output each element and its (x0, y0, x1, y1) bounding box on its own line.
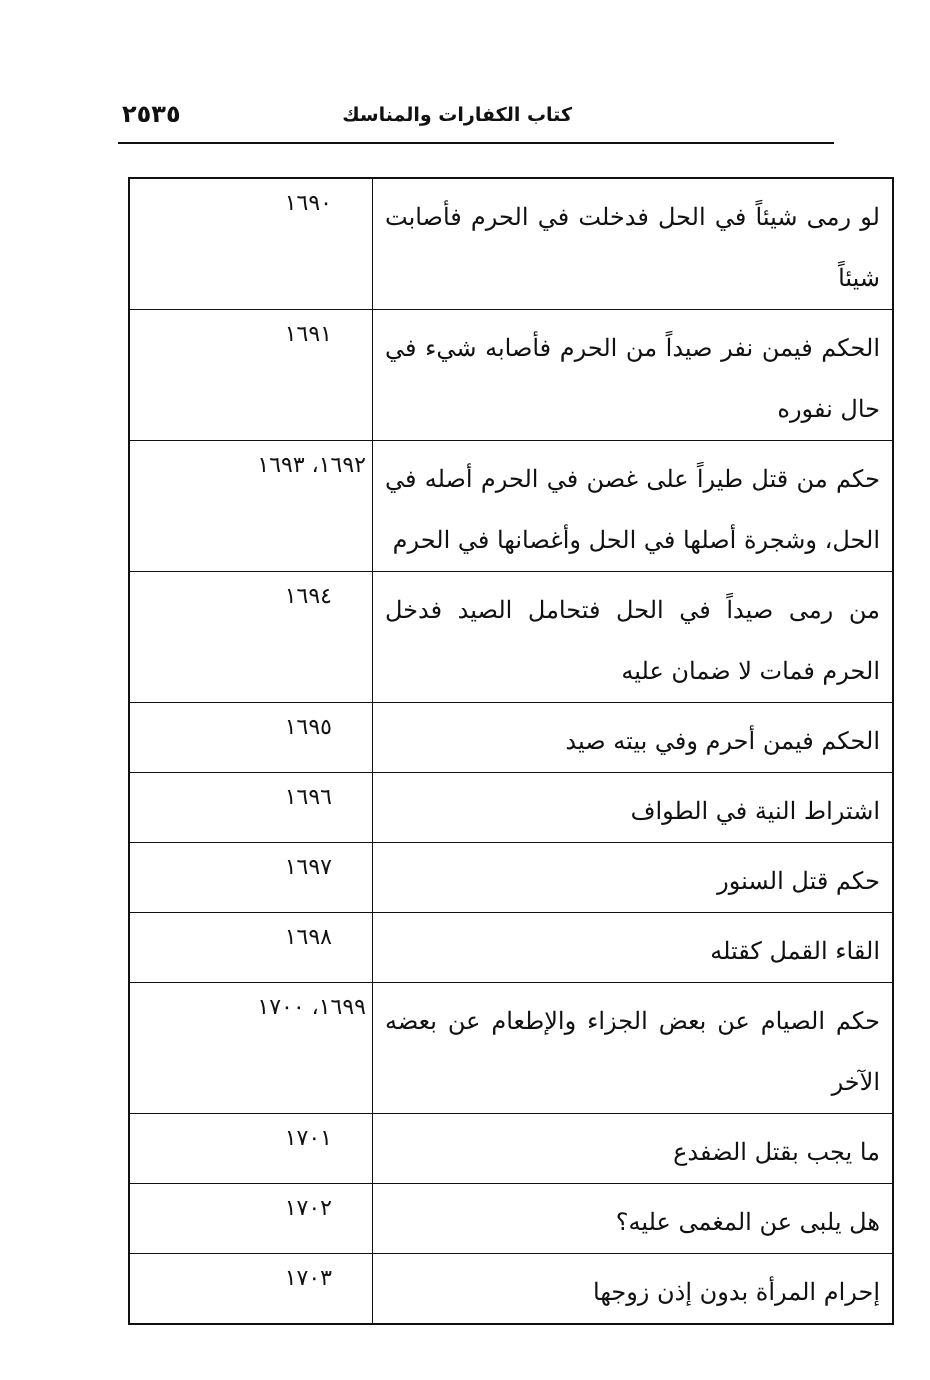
topic-cell: لو رمى شيئاً في الحل فدخلت في الحرم فأصابت شيئاً (373, 178, 894, 310)
table-row (129, 703, 893, 773)
hadith-number-cell: ١٦٩٦ (129, 773, 373, 843)
hadith-number-cell: ١٦٩٠ (129, 178, 373, 310)
table-row (129, 441, 893, 572)
topic-cell: إحرام المرأة بدون إذن زوجها (373, 1254, 894, 1325)
topic-cell: هل يلبى عن المغمى عليه؟ (373, 1184, 894, 1254)
page-number: ٢٥٣٥ (122, 100, 181, 128)
table-row (129, 1184, 893, 1254)
hadith-number-cell: ١٦٩٥ (129, 703, 373, 773)
table-row (129, 178, 893, 310)
hadith-number-cell: ١٦٩٧ (129, 843, 373, 913)
topic-cell: حكم الصيام عن بعض الجزاء والإطعام عن بعضه الآخر (373, 983, 894, 1114)
hadith-number-cell: ١٧٠١ (129, 1114, 373, 1184)
topic-cell: من رمى صيداً في الحل فتحامل الصيد فدخل الحرم فمات لا ضمان عليه (373, 572, 894, 703)
hadith-number-cell: ١٦٩٢، ١٦٩٣ (129, 441, 373, 572)
hadith-number-cell: ١٧٠٢ (129, 1184, 373, 1254)
table-row (129, 983, 893, 1114)
topic-cell: ما يجب بقتل الضفدع (373, 1114, 894, 1184)
table-row (129, 843, 893, 913)
hadith-number-cell: ١٦٩١ (129, 310, 373, 441)
book-title: كتاب الكفارات والمناسك (342, 104, 572, 126)
topic-cell: القاء القمل كقتله (373, 913, 894, 983)
topic-cell: الحكم فيمن نفر صيداً من الحرم فأصابه شيء في حال نفوره (373, 310, 894, 441)
hadith-number-cell: ١٦٩٩، ١٧٠٠ (129, 983, 373, 1114)
hadith-number-cell: ١٦٩٤ (129, 572, 373, 703)
table-row (129, 572, 893, 703)
hadith-number-cell: ١٧٠٣ (129, 1254, 373, 1325)
page-header (118, 96, 834, 144)
table-row (129, 1254, 893, 1325)
topic-cell: حكم قتل السنور (373, 843, 894, 913)
topic-cell: اشتراط النية في الطواف (373, 773, 894, 843)
table-row (129, 773, 893, 843)
topic-cell: الحكم فيمن أحرم وفي بيته صيد (373, 703, 894, 773)
table-row (129, 310, 893, 441)
index-table (128, 177, 894, 1325)
table-row (129, 913, 893, 983)
hadith-number-cell: ١٦٩٨ (129, 913, 373, 983)
table-row (129, 1114, 893, 1184)
topic-cell: حكم من قتل طيراً على غصن في الحرم أصله في الحل، وشجرة أصلها في الحل وأغصانها في الحرم (373, 441, 894, 572)
